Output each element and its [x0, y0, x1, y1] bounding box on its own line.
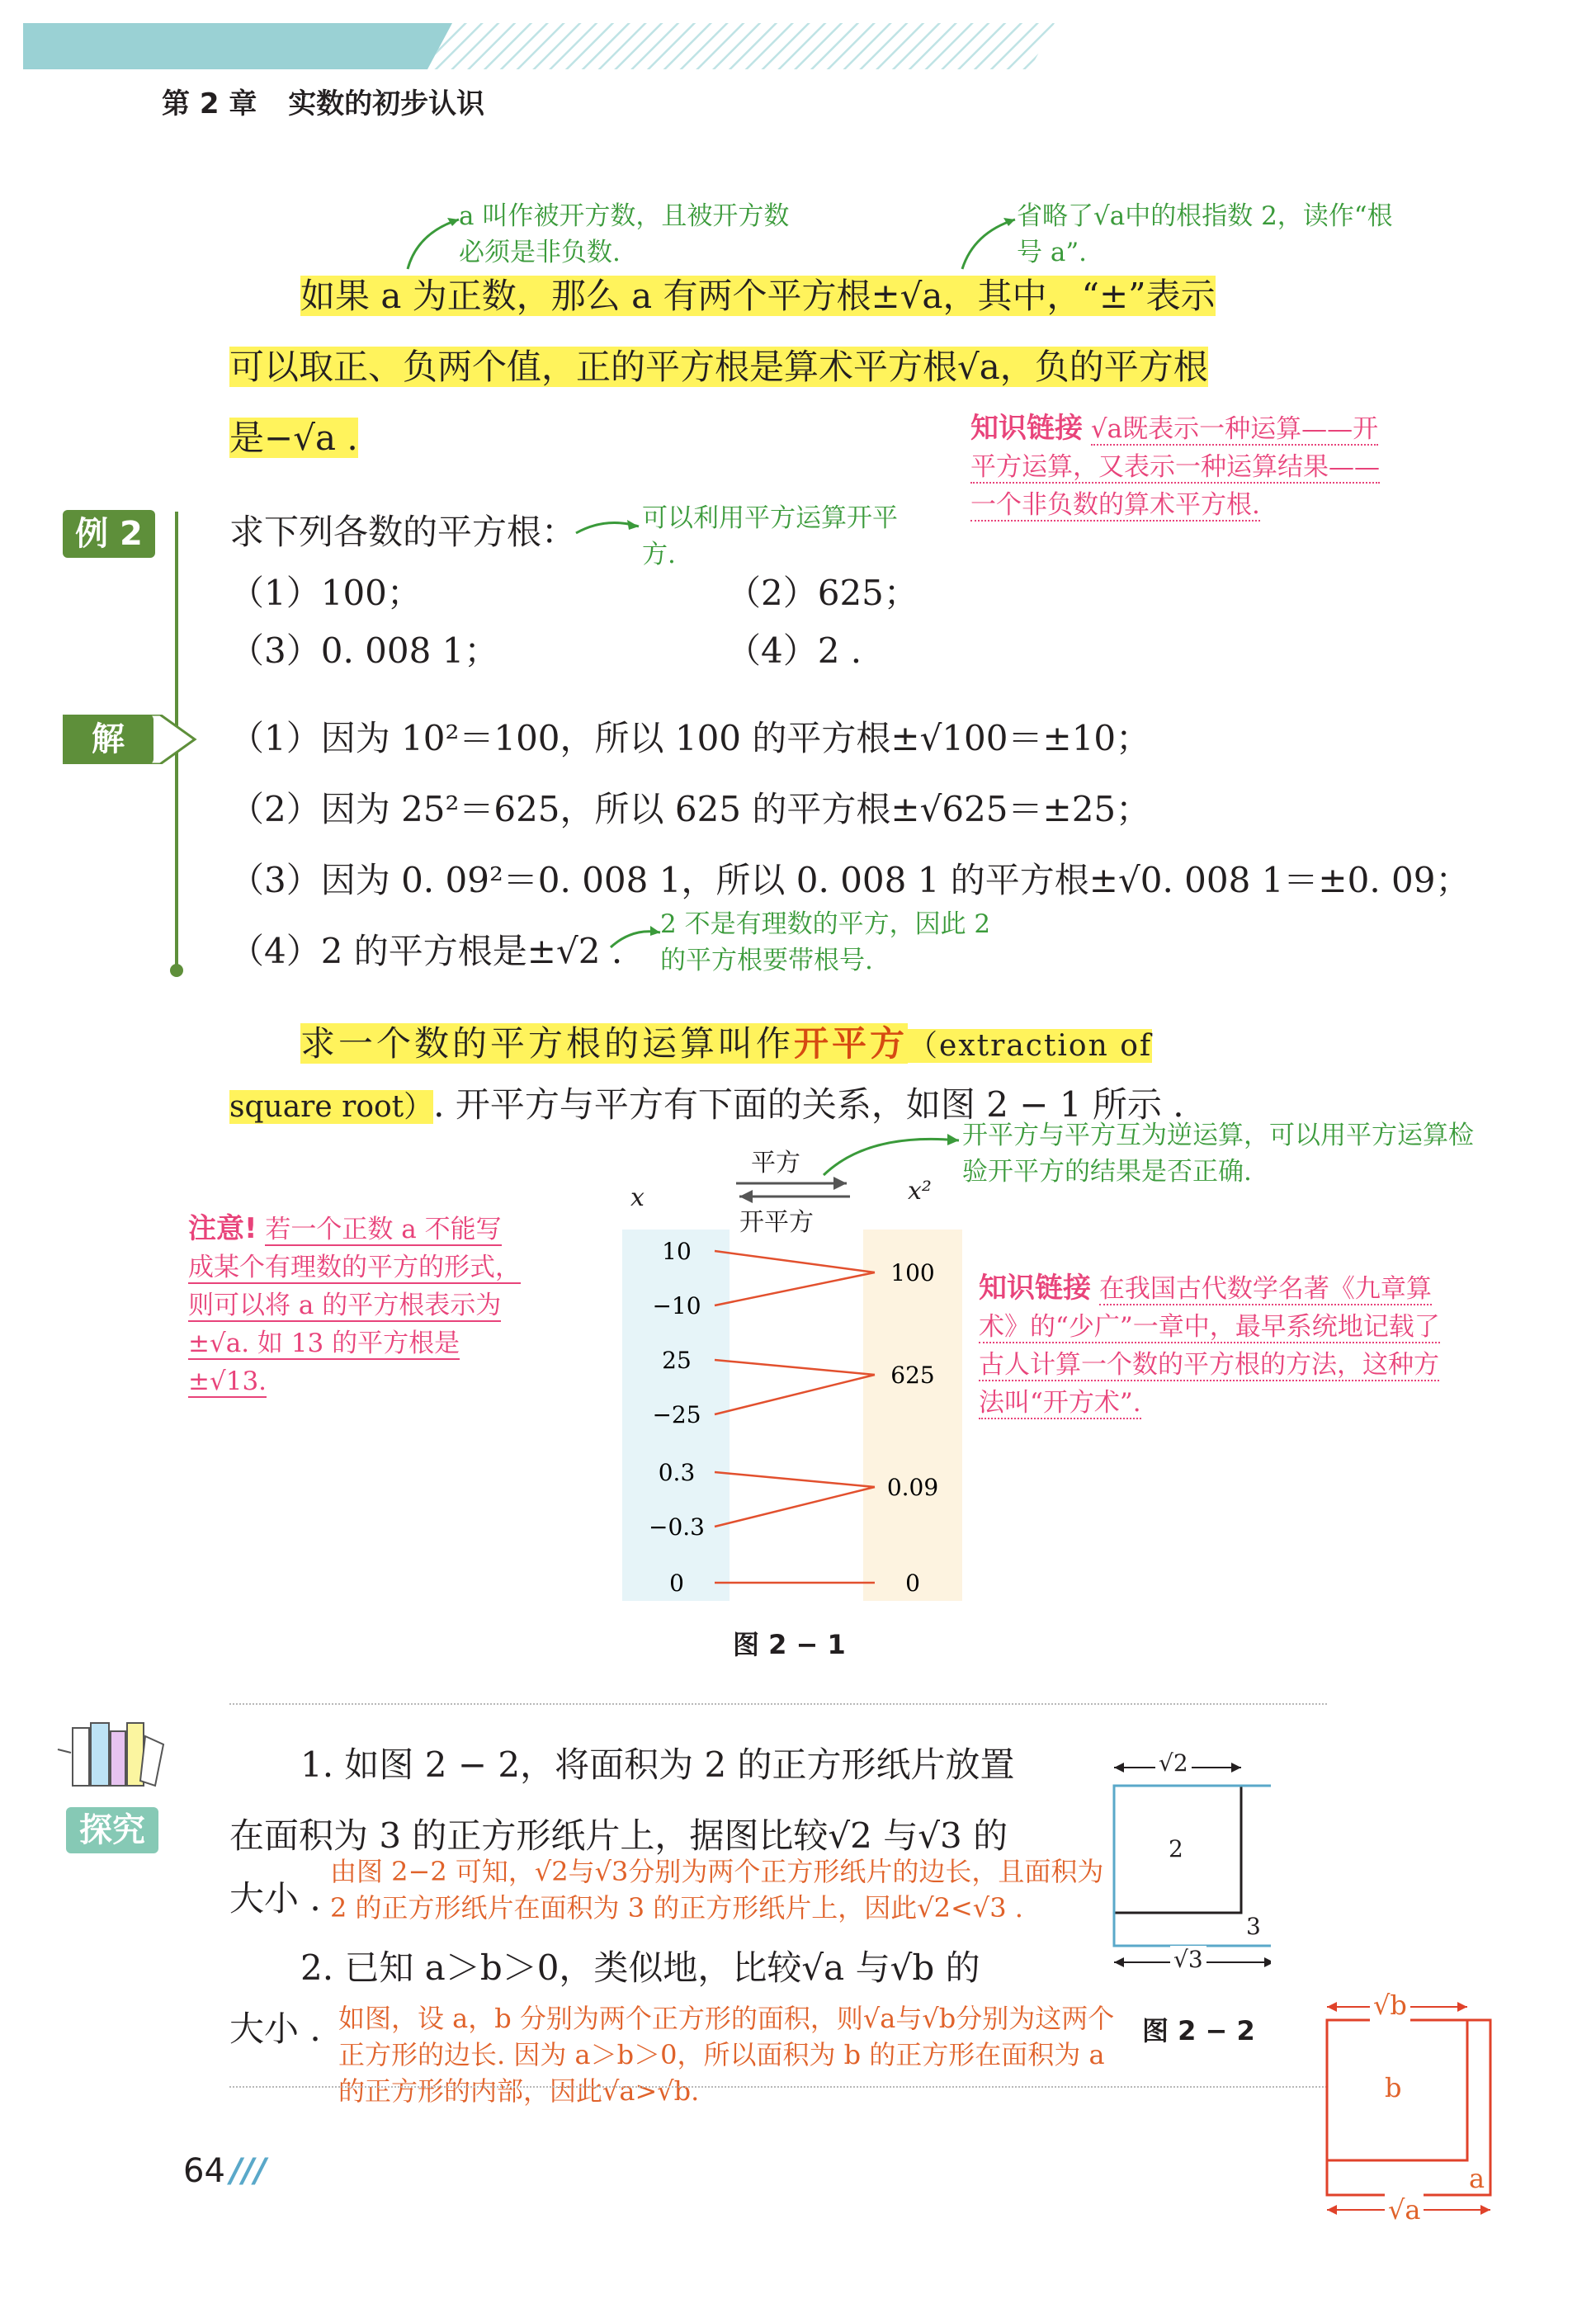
solution-label: 解 [63, 715, 203, 767]
example-item-3: （3）0. 008 1； [229, 630, 499, 671]
side-sqrt2: √2 [1155, 1749, 1192, 1777]
definition-line-1: 求一个数的平方根的运算叫作开平方（extraction of [300, 1023, 1153, 1064]
right-value: 0 [905, 1570, 920, 1597]
solution-line-3: （3）因为 0. 09²＝0. 008 1，所以 0. 008 1 的平方根±√0. 008 1＝±0. 09； [229, 860, 1471, 900]
knowledge-link-title: 知识链接 [970, 412, 1083, 445]
example-item-2: （2）625； [726, 573, 918, 613]
right-header: x² [908, 1177, 932, 1206]
chapter-number: 第 2 章 [162, 87, 257, 120]
hint-arrow [573, 513, 644, 543]
solution-line-4: （4）2 的平方根是±√2 . [229, 931, 623, 971]
area-2: 2 [1169, 1835, 1183, 1862]
definition-term: 开平方 [794, 1023, 909, 1064]
explore-q1-line-3: 大小 . [229, 1878, 321, 1919]
right-value: 100 [890, 1259, 935, 1286]
header-stripe [23, 23, 1575, 69]
area-3: 3 [1246, 1913, 1261, 1940]
intro-line-1: 如果 a 为正数，那么 a 有两个平方根±√a，其中，“±”表示 [300, 276, 1216, 316]
example-item-1: （1）100； [229, 573, 422, 613]
figure-2-1-label: 图 2 − 1 [733, 1629, 846, 1660]
example-hint: 可以利用平方运算开平方. [642, 503, 898, 569]
header-band [23, 23, 1575, 69]
section-divider [229, 1703, 1327, 1705]
knowledge-link-text: 在我国古代数学名著《九章算术》的“少广”一章中，最早系统地记载了古人计算一个数的平方根的方法，这种方法叫“开方术”. [979, 1274, 1440, 1418]
mapping-line [715, 1272, 875, 1305]
inverse-note: 开平方与平方互为逆运算，可以用平方运算检验开平方的结果是否正确. [962, 1121, 1474, 1187]
arrow-bottom-label: 开平方 [739, 1208, 814, 1237]
hand-squares-figure [1320, 1990, 1502, 2226]
knowledge-link-2 [979, 1269, 1441, 1422]
solution-hint: 2 不是有理数的平方，因此 2 的平方根要带根号. [660, 909, 991, 975]
explore-answer-1: 由图 2−2 可知，√2与√3分别为两个正方形纸片的边长，且面积为 2 的正方形纸片在面积为 3 的正方形纸片上，因此√2<√3 . [330, 1856, 1104, 1924]
caution-title: 注意! [188, 1212, 257, 1245]
solution-line-1: （1）因为 10²＝100，所以 100 的平方根±√100＝±10； [229, 718, 1151, 758]
example-rule-dot [170, 964, 183, 977]
example-prompt: 求下列各数的平方根： [229, 512, 577, 552]
knowledge-link-1 [970, 409, 1400, 524]
example-item-4: （4）2 . [726, 630, 862, 671]
chapter-heading [162, 81, 484, 121]
hand-top-label: √b [1370, 1987, 1410, 2023]
page-slashes-icon: /// [229, 2152, 267, 2190]
mapping-line [715, 1360, 875, 1375]
mapping-lines [602, 1139, 966, 1609]
left-value: −25 [652, 1401, 701, 1428]
knowledge-link-text: √a既表示一种运算——开平方运算，又表示一种运算结果——一个非负数的算术平方根. [970, 414, 1380, 520]
example-label: 例 2 [63, 510, 155, 558]
books-icon [54, 1711, 170, 1794]
intro-line-2: 可以取正、负两个值，正的平方根是算术平方根√a，负的平方根 [229, 347, 1208, 387]
figure-2-2 [1106, 1749, 1271, 1997]
chapter-title: 实数的初步认识 [288, 87, 485, 120]
knowledge-link-title: 知识链接 [979, 1272, 1091, 1305]
note-arrow [401, 216, 467, 274]
side-sqrt3: √3 [1170, 1946, 1206, 1973]
caution-text: 若一个正数 a 不能写成某个有理数的平方的形式，则可以将 a 的平方根表示为 ±√a. 如 13 的平方根是 ±√13. [188, 1215, 521, 1396]
left-header: x [630, 1183, 645, 1212]
arrow-top-label: 平方 [751, 1149, 800, 1178]
mapping-line [715, 1251, 875, 1272]
explore-q1-line-2: 在面积为 3 的正方形纸片上，据图比较√2 与√3 的 [229, 1815, 1008, 1856]
left-value: 10 [662, 1238, 692, 1265]
left-value: 0 [669, 1570, 684, 1597]
explore-q1-line-1: 1. 如图 2 − 2，将面积为 2 的正方形纸片放置 [300, 1744, 1015, 1785]
note-radicand: a 叫作被开方数，且被开方数必须是非负数. [459, 201, 790, 267]
hand-bottom-label: √a [1385, 2192, 1424, 2228]
explore-answer-2: 如图，设 a，b 分别为两个正方形的面积，则√a与√b分别为这两个正方形的边长. 因为 a＞b＞0，所以面积为 b 的正方形在面积为 a 的正方形的内部，因此√a>√b. [338, 2003, 1115, 2107]
figure-2-1 [602, 1139, 966, 1609]
note-root-index: 省略了√a中的根指数 2，读作“根号 a”. [1017, 201, 1393, 267]
note-arrow [956, 216, 1022, 274]
left-value: 0.3 [658, 1459, 696, 1486]
section-divider-2 [229, 2086, 1327, 2088]
left-value: −0.3 [649, 1513, 705, 1541]
hand-outer-label: a [1469, 2163, 1485, 2194]
solution-line-2: （2）因为 25²＝625，所以 625 的平方根±√625＝±25； [229, 789, 1151, 829]
intro-line-3: 是−√a . [229, 418, 358, 458]
page-number: 64 /// [183, 2152, 267, 2190]
left-value: 25 [662, 1347, 692, 1374]
figure-2-2-label: 图 2 − 2 [1142, 2015, 1255, 2046]
explore-q2-line-1: 2. 已知 a＞b＞0，类似地，比较√a 与√b 的 [300, 1947, 980, 1988]
mapping-line [715, 1375, 875, 1414]
mapping-line [715, 1487, 875, 1527]
caution-box [188, 1210, 522, 1400]
hand-inner-label: b [1385, 2072, 1402, 2103]
explore-q2-line-2: 大小 . [229, 2009, 321, 2049]
mapping-line [715, 1472, 875, 1487]
left-value: −10 [652, 1292, 701, 1319]
right-value: 0.09 [886, 1474, 939, 1501]
definition-line-2: square root）. 开平方与平方有下面的关系，如图 2 − 1 所示 . [229, 1084, 1184, 1125]
explore-label: 探究 [66, 1807, 158, 1853]
hint-arrow [607, 923, 665, 956]
right-value: 625 [890, 1362, 935, 1389]
